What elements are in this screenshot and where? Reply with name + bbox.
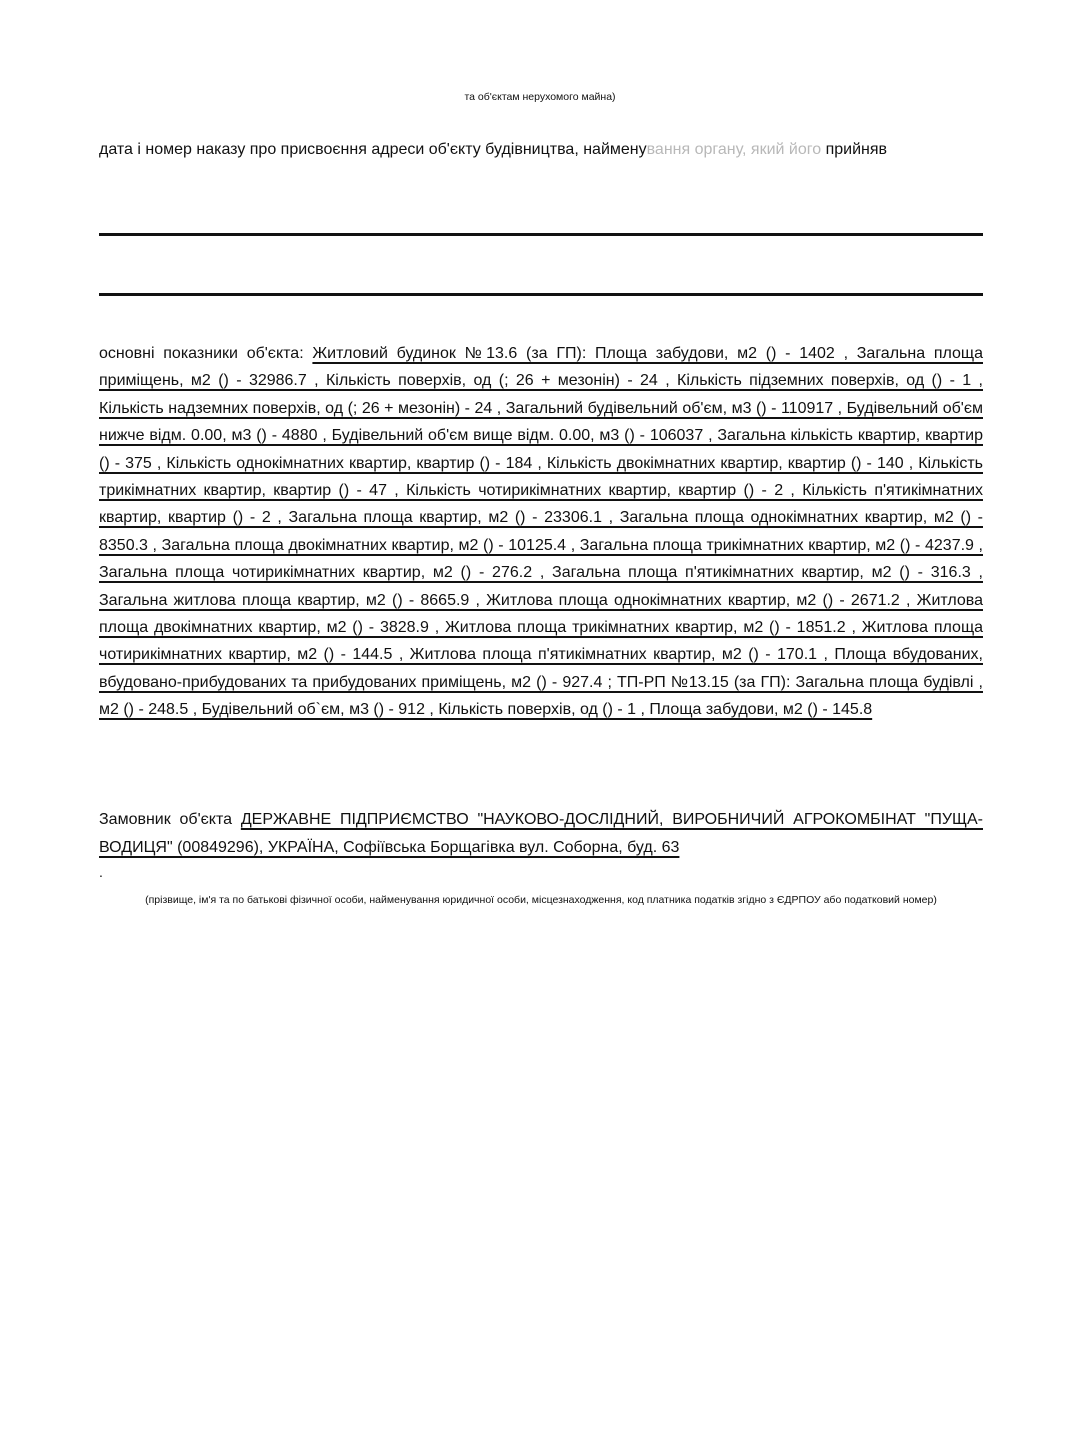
customer-label: Замовник об'єкта — [99, 811, 233, 828]
order-label-end: прийняв — [821, 141, 888, 158]
indicators-label: основні показники об'єкта: — [99, 345, 304, 362]
indicators-value: Житловий будинок №13.6 (за ГП): Площа забудови, м2 () - 1402 , Загальна площа приміщень, м2 () - 32986.7 , Кількість поверхів, од (; 26 + мезонін) - 24 , Кількість підземних поверхів, од () - 1 , Кількість надземних поверхів, од (; 26 + мезонін) - 24 , Загальний будівельний об'єм, м3 () - 110917 , Будівельний об'єм нижче відм. 0.00, м3 () - 4880 , Будівельний об'єм вище відм. 0.00, м3 () - 106037 , Загальна кількість квартир, квартир () - 375 , Кількість однокімнатних квартир, квартир () - 184 , Кількість двокімнатних квартир, квартир () - 140 , Кількість трикімнатних квартир, квартир () - 47 , Кількість чотирикімнатних квартир, квартир () - 2 , Кількість п'ятикімнатних квартир, квартир () - 2 , Загальна площа квартир, м2 () - 23306.1 , Загальна площа однокімнатних квартир, м2 () - 8350.3 , Загальна площа двокімнатних квартир, м2 () - 10125.4 , Загальна площа трикімнатних квартир, м2 () - 4237.9 , Загальна площа чотирикімнатних квартир, м2 () - 276.2 , Загальна площа п'ятикімнатних квартир, м2 () - 316.3 , Загальна житлова площа квартир, м2 () - 8665.9 , Житлова площа однокімнатних квартир, м2 () - 2671.2 , Житлова площа двокімнатних квартир, м2 () - 3828.9 , Житлова площа трикімнатних квартир, м2 () - 1851.2 , Житлова площа чотирикімнатних квартир, м2 () - 144.5 , Житлова площа п'ятикімнатних квартир, м2 () - 170.1 , Площа вбудованих, вбудовано-прибудованих та прибудованих приміщень, м2 () - 927.4 ; ТП-РП №13.15 (за ГП): Загальна площа будівлі , м2 () - 248.5 , Будівельний об`єм, м3 () - 912 , Кількість поверхів, од () - 1 , Площа забудови, м2 () - 145.8 — [99, 345, 983, 719]
order-blank-line-1 — [99, 233, 983, 236]
order-date-number-label — [99, 136, 983, 164]
customer-note: (прізвище, ім'я та по батькові фізичної особи, найменування юридичної особи, місцезнаходження, код платника податків згідно з ЄДРПОУ або податковий номер) — [145, 894, 937, 906]
order-label-main: дата і номер наказу про присвоєння адреси об'єкту будівництва, наймену — [99, 141, 647, 158]
customer-section — [99, 806, 983, 862]
object-indicators-section — [99, 340, 983, 724]
customer-trailing-mark: . — [99, 864, 103, 880]
order-blank-line-2 — [99, 293, 983, 296]
customer-value: ДЕРЖАВНЕ ПІДПРИЄМСТВО "НАУКОВО-ДОСЛІДНИЙ, ВИРОБНИЧИЙ АГРОКОМБІНАТ "ПУЩА-ВОДИЦЯ" (00849296), УКРАЇНА, Софіївська Борщагівка вул. Соборна, буд. 63 — [99, 811, 983, 856]
order-label-faded: вання органу, який його — [646, 141, 822, 158]
header-note: та об'єктам нерухомого майна) — [464, 91, 616, 103]
